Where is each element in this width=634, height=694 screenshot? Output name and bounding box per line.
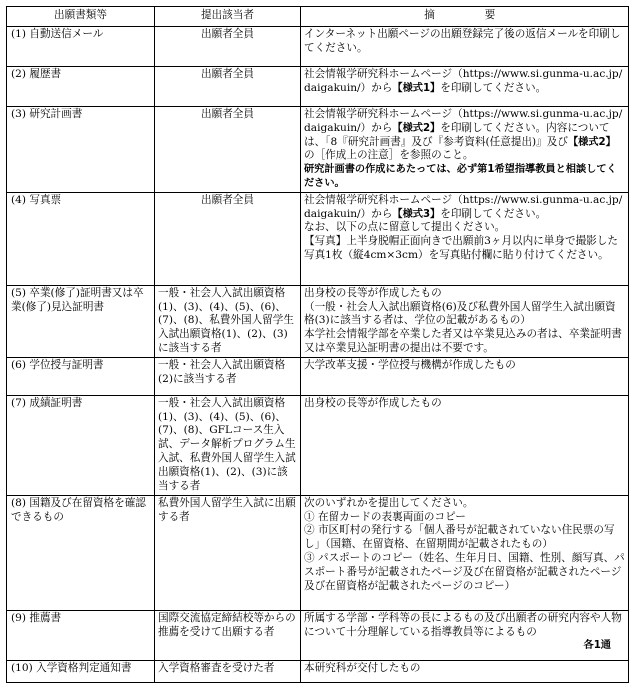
form-number: 【様式1】 (392, 82, 441, 94)
table-row (7, 610, 629, 660)
summary-text: 社会情報学研究科ホームページ（https://www.si.gunma-u.ac.jp/daigakuin/）から (304, 68, 623, 94)
summary-text: を印刷してください。 (440, 81, 547, 94)
target-applicants: 出願者全員 (155, 107, 301, 193)
header-documents: 出願書類等 (7, 7, 155, 27)
summary-text: インターネット出願ページの出願登録完了後の返信メールを印刷してください。 (301, 27, 629, 67)
summary-text: 次のいずれかを提出してください。 (304, 496, 474, 509)
form-number: 【様式2】 (567, 136, 616, 148)
form-number: 【様式3】 (392, 208, 441, 220)
document-name: (8) 国籍及び在留資格を確認できるもの (7, 495, 155, 610)
target-applicants: 私費外国人留学生入試に出願する者 (155, 495, 301, 610)
summary-cell (301, 610, 629, 660)
target-applicants: 一般・社会人入試出願資格(1)、(3)、(4)、(5)、(6)、(7)、(8)、GFLコース生入試、データ解析プログラム生入試、私費外国人留学生入試出願資格(1)、(2)、(3)に該当する者 (155, 395, 301, 495)
summary-text: の［作成上の注意］を参照のこと。 (304, 149, 474, 162)
document-name: (1) 自動送信メール (7, 27, 155, 67)
summary-cell (301, 192, 629, 285)
summary-text: 大学改革支援・学位授与機構が作成したもの (301, 357, 629, 395)
option-resident-record: ② 市区町村の発行する「個人番号が記載されていない住民票の写し」（国籍、在留資格、在留期間が記載されたもの） (304, 524, 615, 551)
target-applicants: 入学資格審査を受けた者 (155, 660, 301, 682)
header-row (7, 7, 629, 27)
target-applicants: 出願者全員 (155, 27, 301, 67)
option-residence-card: ① 在留カードの表裏両面のコピー (304, 510, 466, 523)
table-row (7, 107, 629, 193)
target-applicants: 出願者全員 (155, 67, 301, 107)
copy-count: 各1通 (583, 640, 611, 652)
summary-text: 出身校の長等が作成したもの (301, 395, 629, 495)
summary-text: を印刷してください。 (440, 121, 547, 134)
summary-cell (301, 107, 629, 193)
application-documents-table (6, 6, 629, 683)
summary-text: 本研究科が交付したもの (301, 660, 629, 682)
header-applicants: 提出該当者 (155, 7, 301, 27)
table-row (7, 357, 629, 395)
table-row (7, 660, 629, 682)
document-name: (5) 卒業(修了)証明書又は卒業(修了)見込証明書 (7, 285, 155, 357)
target-applicants: 一般・社会人入試出願資格(2)に該当する者 (155, 357, 301, 395)
summary-text: 社会情報学研究科ホームページ（https://www.si.gunma-u.ac.jp/daigakuin/）から (304, 108, 623, 134)
summary-text: なお、以下の点に留意して提出ください。 (304, 221, 506, 234)
document-name: (3) 研究計画書 (7, 107, 155, 193)
header-summary: 摘 要 (301, 7, 629, 27)
form-number: 【様式2】 (392, 122, 441, 134)
document-name: (4) 写真票 (7, 192, 155, 285)
table-row (7, 395, 629, 495)
summary-cell (301, 285, 629, 357)
summary-text: 内容については、「8『研究計画書』及び『参考資料(任意提出)』及び (304, 121, 610, 148)
summary-text: 本学社会情報学部を卒業した者又は卒業見込みの者は、卒業証明書又は卒業見込証明書の提出は不要です。 (304, 328, 622, 354)
document-name: (9) 推薦書 (7, 610, 155, 660)
consultation-notice: 研究計画書の作成にあたっては、必ず第1希望指導教員と相談してください。 (304, 164, 617, 189)
summary-text: を印刷してください。 (440, 207, 547, 220)
target-applicants: 国際交流協定締結校等からの推薦を受けて出願する者 (155, 610, 301, 660)
summary-text: 出身校の長等が作成したもの (304, 286, 442, 299)
summary-text: 社会情報学研究科ホームページ（https://www.si.gunma-u.ac.jp/daigakuin/）から (304, 193, 623, 220)
table-row (7, 495, 629, 610)
table-row (7, 192, 629, 285)
table-row (7, 67, 629, 107)
document-name: (6) 学位授与証明書 (7, 357, 155, 395)
summary-text: （一般・社会人入試出願資格(6)及び私費外国人留学生入試出願資格(3)に該当する者は、学位の記載があるもの） (304, 300, 616, 327)
target-applicants: 出願者全員 (155, 192, 301, 285)
summary-cell (301, 67, 629, 107)
summary-cell (301, 495, 629, 610)
document-name: (10) 入学資格判定通知書 (7, 660, 155, 682)
summary-text: 所属する学部・学科等の長によるもの及び出願者の研究内容や人物について十分理解している指導教員等によるもの (304, 611, 622, 638)
photo-requirement: 【写真】上半身脱帽正面向きで出願前3ヶ月以内に単身で撮影した写真1枚（縦4cm×3cm）を写真貼付欄に貼り付けてください。 (304, 235, 618, 261)
option-passport: ③ パスポートのコピー（姓名、生年月日、国籍、性別、顔写真、パスポート番号が記載されたページ及び在留資格が記載されたページ及び在留資格が記載されたページのコピー） (304, 551, 625, 592)
document-name: (7) 成績証明書 (7, 395, 155, 495)
target-applicants: 一般・社会人入試出願資格(1)、(3)、(4)、(5)、(6)、(7)、(8)、私費外国人留学生入試出願資格(1)、(2)、(3)に該当する者 (155, 285, 301, 357)
table-row (7, 285, 629, 357)
table-row (7, 27, 629, 67)
document-name: (2) 履歴書 (7, 67, 155, 107)
